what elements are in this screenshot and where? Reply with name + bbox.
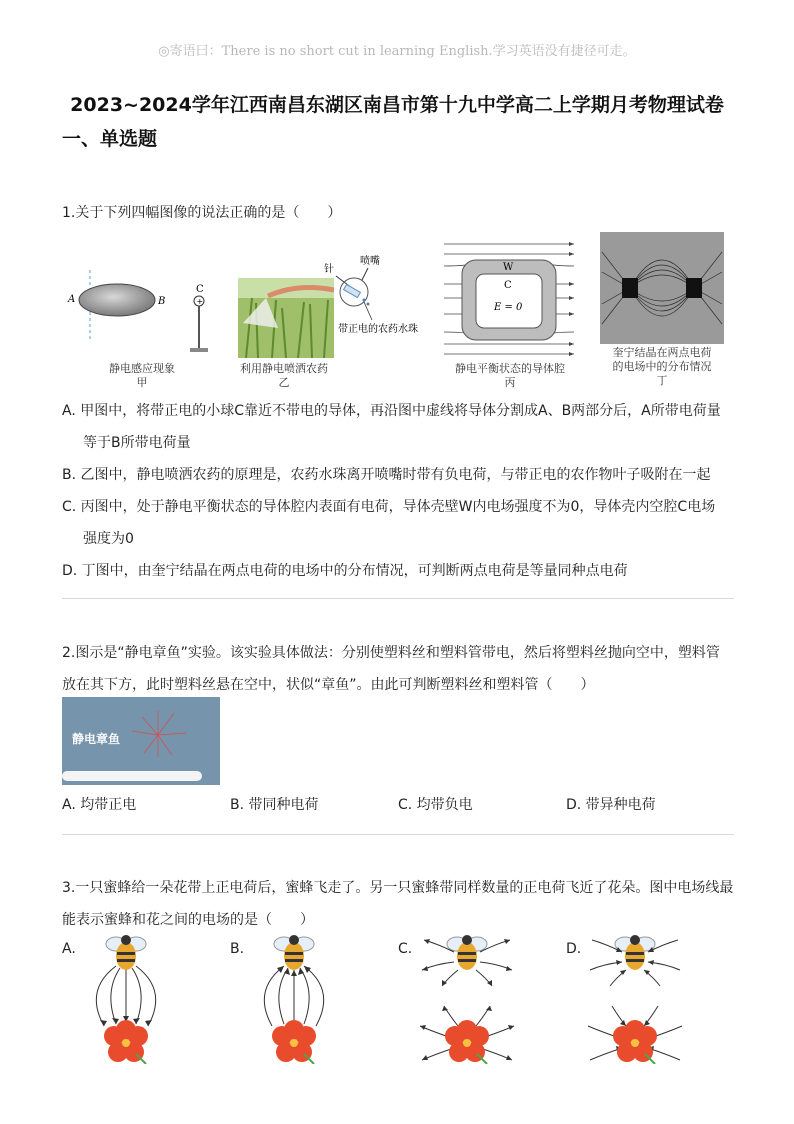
field-diagram-a [76, 930, 176, 1064]
figure-jia [62, 240, 222, 390]
flower-icon [272, 1020, 316, 1064]
q1-option-a-line2: 等于B所带电荷量 [83, 435, 191, 451]
question-3-stem-line1: 3.一只蜜蜂给一朵花带上正电荷后，蜜蜂飞走了。另一只蜜蜂带同样数量的正电荷飞近了花朵。图中电场线最 [62, 880, 734, 896]
q1-option-c-line1: C. 丙图中，处于静电平衡状态的导体腔内表面有电荷，导体壳壁W内电场强度不为0，导体壳内空腔C电场 [62, 499, 716, 515]
flower-icon [445, 1020, 489, 1064]
q2-option-c: C. 均带负电 [398, 797, 473, 813]
flower-icon [613, 1020, 657, 1064]
separator-1 [62, 598, 734, 599]
photo-label: 静电章鱼 [72, 732, 121, 746]
q2-option-b: B. 带同种电荷 [230, 797, 319, 813]
question-1-stem: 1.关于下列四幅图像的说法正确的是（ ） [62, 205, 342, 221]
q3-option-b-label: B. [230, 941, 245, 957]
label-e-zero: E = 0 [494, 302, 523, 313]
page-title: 2023~2024学年江西南昌东湖区南昌市第十九中学高二上学期月考物理试卷 [70, 94, 724, 116]
separator-2 [62, 834, 734, 835]
caption-yi-1: 利用静电喷洒农药 [240, 362, 328, 375]
conductor [79, 284, 155, 316]
caption-bing-1: 静电平衡状态的导体腔 [455, 362, 565, 375]
label-c: C [196, 284, 204, 295]
stand-base [190, 348, 208, 352]
q1-option-d: D. 丁图中，由奎宁结晶在两点电荷的电场中的分布情况，可判断两点电荷是等量同种点电荷 [62, 563, 628, 579]
label-cavity-c: C [504, 280, 512, 291]
label-b: B [158, 296, 166, 307]
field-diagram-b [244, 930, 344, 1064]
caption-jia-2: 甲 [136, 376, 148, 389]
flower-icon [104, 1020, 148, 1064]
quinine-field-photo [600, 232, 724, 344]
figure-yi [232, 248, 442, 390]
figure-bing [440, 236, 580, 390]
q3-option-a-label: A. [62, 941, 76, 957]
label-a: A [68, 294, 76, 305]
spray-photo [238, 278, 334, 358]
bee-icon [274, 935, 314, 970]
point-charge-left [622, 278, 638, 298]
question-2-stem-line1: 2.图示是“静电章鱼”实验。该实验具体做法：分别使塑料丝和塑料管带电，然后将塑料丝抛向空中，塑料管 [62, 645, 720, 661]
question-3-stem-line2: 能表示蜜蜂和花之间的电场的是（ ） [62, 912, 314, 928]
caption-ding-1: 奎宁结晶在两点电荷 [612, 346, 712, 359]
caption-yi-2: 乙 [278, 376, 290, 389]
nozzle-label: 喷嘴 [360, 256, 380, 267]
bee-icon [447, 935, 487, 970]
point-charge-right [686, 278, 702, 298]
q2-option-a: A. 均带正电 [62, 797, 137, 813]
needle-label: 针 [324, 264, 334, 275]
q2-option-d: D. 带异种电荷 [566, 797, 656, 813]
q3-option-c-label: C. [398, 941, 413, 957]
q3-option-d-label: D. [566, 941, 582, 957]
charged-drop-label: 带正电的农药水珠 [338, 324, 418, 335]
question-2-stem-line2: 放在其下方，此时塑料丝悬在空中，状似“章鱼”。由此可判断塑料丝和塑料管（ ） [62, 677, 595, 693]
q1-option-b: B. 乙图中，静电喷洒农药的原理是，农药水珠离开喷嘴时带有负电荷，与带正电的农作物叶子吸附在一起 [62, 467, 711, 483]
label-w: W [503, 262, 514, 273]
svg-text:+: + [196, 297, 204, 306]
q1-option-c-line2: 强度为0 [83, 531, 134, 547]
electrostatic-induction-diagram [62, 240, 222, 365]
q1-option-a-line1: A. 甲图中，将带正电的小球C靠近不带电的导体，再沿图中虚线将导体分割成A、B两部分后，A所带电荷量 [62, 403, 721, 419]
electrostatic-octopus-photo [62, 697, 220, 785]
bee-icon [106, 935, 146, 970]
caption-ding-3: 丁 [656, 374, 668, 387]
caption-ding-2: 的电场中的分布情况 [612, 360, 712, 373]
field-diagram-c [412, 930, 522, 1064]
section-heading: 一、单选题 [62, 128, 158, 150]
caption-bing-2: 丙 [504, 376, 516, 389]
figure-ding [600, 232, 726, 392]
nozzle-diagram [324, 248, 434, 338]
conductor-cavity-diagram [440, 236, 580, 364]
watermark: ◎寄语曰：There is no short cut in learning English.学习英语没有捷径可走。 [158, 44, 636, 59]
bee-icon [615, 935, 655, 970]
caption-jia-1: 静电感应现象 [109, 362, 175, 375]
field-diagram-d [580, 930, 690, 1064]
